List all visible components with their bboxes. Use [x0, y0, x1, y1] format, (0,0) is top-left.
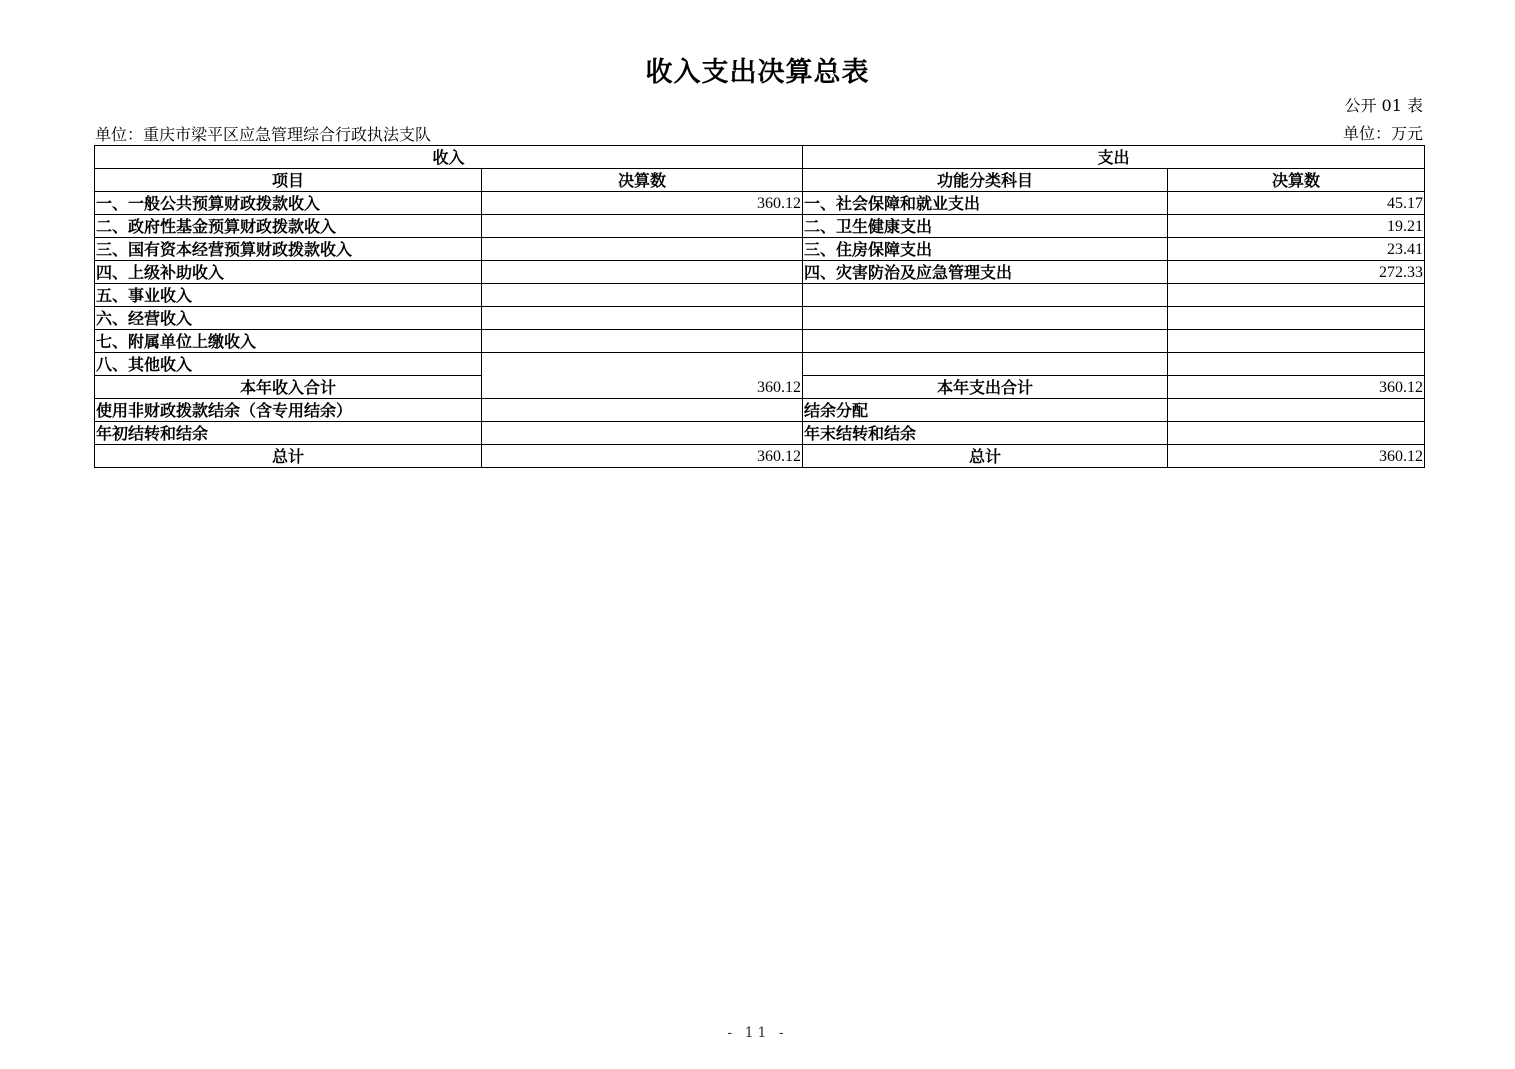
expense-value	[1168, 284, 1425, 307]
expense-label	[803, 284, 1168, 307]
table-row	[95, 238, 1425, 261]
income-value	[482, 307, 803, 330]
expense-label	[803, 353, 1168, 376]
income-value	[482, 238, 803, 261]
expense-value: 272.33	[1168, 261, 1425, 284]
income-label: 四、上级补助收入	[95, 261, 482, 284]
income-value	[482, 261, 803, 284]
expense-total-label: 本年支出合计	[803, 376, 1168, 399]
extra-left-value	[482, 422, 803, 445]
income-value: 360.12	[482, 192, 803, 215]
income-label: 七、附属单位上缴收入	[95, 330, 482, 353]
unit-currency: 单位：万元	[1342, 124, 1423, 143]
grand-total-right-value: 360.12	[1168, 445, 1425, 468]
income-label: 一、一般公共预算财政拨款收入	[95, 192, 482, 215]
table-row	[95, 284, 1425, 307]
expense-value	[1168, 307, 1425, 330]
page-title: 收入支出决算总表	[645, 57, 870, 88]
expense-label: 一、社会保障和就业支出	[803, 192, 1168, 215]
income-label: 八、其他收入	[95, 353, 482, 376]
table-row	[95, 422, 1425, 445]
expense-value	[1168, 330, 1425, 353]
extra-right-label: 年末结转和结余	[803, 422, 1168, 445]
table-row	[95, 353, 1425, 376]
income-label: 二、政府性基金预算财政拨款收入	[95, 215, 482, 238]
income-value	[482, 330, 803, 353]
income-label: 五、事业收入	[95, 284, 482, 307]
grand-total-row	[95, 445, 1425, 468]
table-row	[95, 261, 1425, 284]
expense-value: 19.21	[1168, 215, 1425, 238]
amount-header-right: 决算数	[1168, 169, 1425, 192]
income-header: 收入	[95, 146, 803, 169]
item-header: 项目	[95, 169, 482, 192]
grand-total-left-value: 360.12	[482, 445, 803, 468]
extra-right-value	[1168, 399, 1425, 422]
grand-total-left-label: 总计	[95, 445, 482, 468]
expense-header: 支出	[803, 146, 1425, 169]
unit-organization: 单位：重庆市梁平区应急管理综合行政执法支队	[95, 125, 432, 144]
extra-right-label: 结余分配	[803, 399, 1168, 422]
extra-left-label: 使用非财政拨款结余（含专用结余）	[95, 399, 482, 422]
table-header-row	[95, 146, 1425, 169]
amount-header-left: 决算数	[482, 169, 803, 192]
expense-label: 四、灾害防治及应急管理支出	[803, 261, 1168, 284]
expense-value	[1168, 353, 1425, 376]
expense-value: 45.17	[1168, 192, 1425, 215]
expense-label: 二、卫生健康支出	[803, 215, 1168, 238]
expense-total-value: 360.12	[1168, 376, 1425, 399]
extra-left-value	[482, 399, 803, 422]
table-subheader-row	[95, 169, 1425, 192]
table-row	[95, 330, 1425, 353]
income-label: 三、国有资本经营预算财政拨款收入	[95, 238, 482, 261]
expense-label	[803, 330, 1168, 353]
extra-right-value	[1168, 422, 1425, 445]
expense-label: 三、住房保障支出	[803, 238, 1168, 261]
table-row	[95, 215, 1425, 238]
table-row	[95, 399, 1425, 422]
table-row	[95, 192, 1425, 215]
expense-value: 23.41	[1168, 238, 1425, 261]
income-total-label: 本年收入合计	[95, 376, 482, 399]
grand-total-right-label: 总计	[803, 445, 1168, 468]
income-value	[482, 215, 803, 238]
page-number: - 11 -	[727, 1025, 788, 1041]
income-value	[482, 284, 803, 307]
table-code: 公开 01 表	[1344, 96, 1423, 115]
income-expense-table	[94, 145, 1425, 468]
income-label: 六、经营收入	[95, 307, 482, 330]
extra-left-label: 年初结转和结余	[95, 422, 482, 445]
table-row	[95, 307, 1425, 330]
function-item-header: 功能分类科目	[803, 169, 1168, 192]
income-total-value: 360.12	[482, 353, 803, 399]
expense-label	[803, 307, 1168, 330]
